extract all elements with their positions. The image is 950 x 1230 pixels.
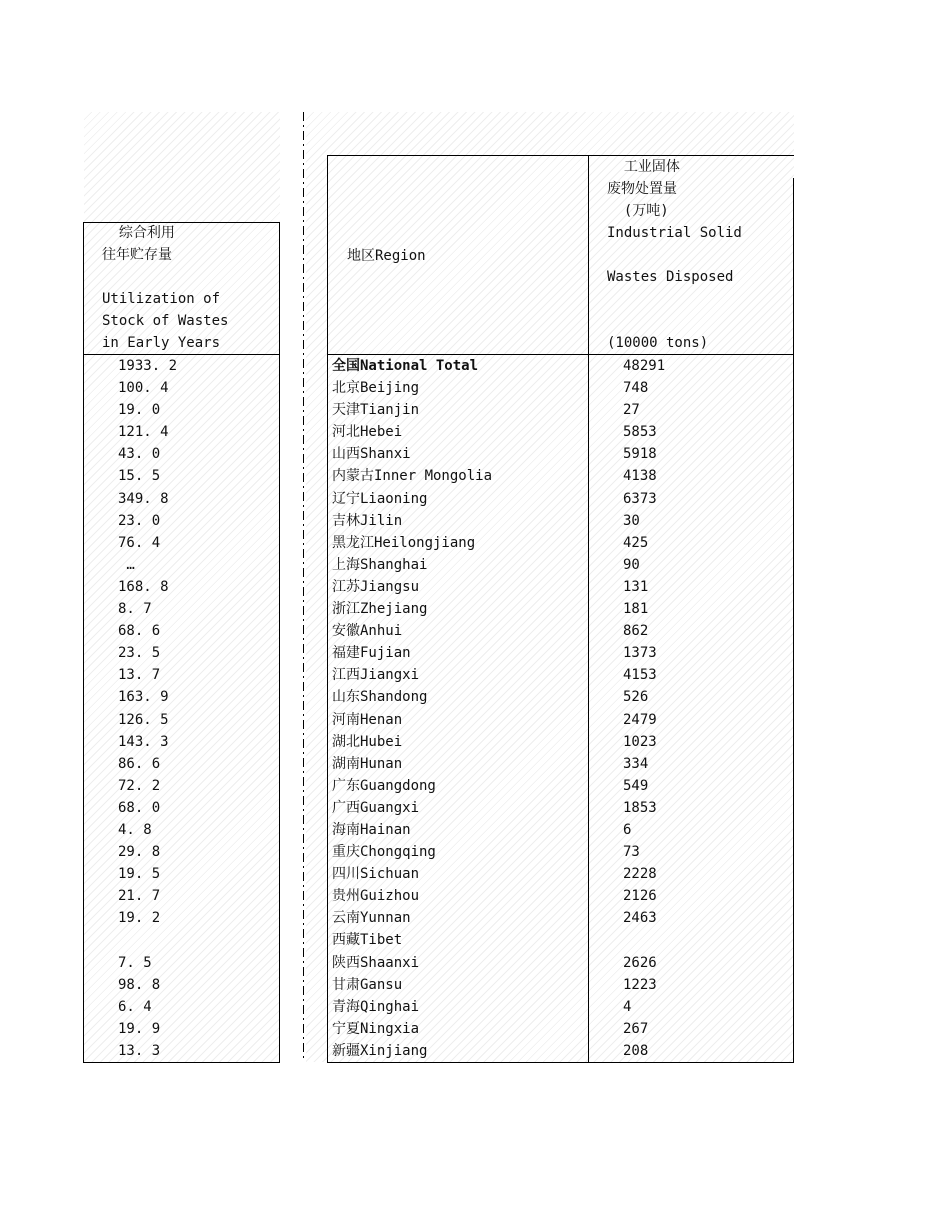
disposed-value-cell: 2228 bbox=[623, 866, 657, 883]
region-name-cell: 陕西Shaanxi bbox=[332, 954, 420, 971]
utilization-values-column bbox=[118, 355, 177, 1062]
disposed-value-cell: 4138 bbox=[623, 468, 657, 485]
disposed-value-cell: 334 bbox=[623, 755, 649, 772]
disposed-value-cell: 4153 bbox=[623, 667, 657, 684]
region-name-cell: 天津Tianjin bbox=[332, 402, 420, 419]
region-name-cell: 安徽Anhui bbox=[332, 623, 403, 640]
region-name-cell: 青海Qinghai bbox=[332, 998, 420, 1015]
utilization-value-cell: 143. 3 bbox=[118, 733, 169, 750]
region-name-cell: 辽宁Liaoning bbox=[332, 490, 428, 507]
region-name-cell: 福建Fujian bbox=[332, 645, 411, 662]
utilization-value-cell: 13. 7 bbox=[118, 667, 161, 684]
disposed-header-line: (万吨) bbox=[607, 203, 669, 219]
region-name-cell: 广西Guangxi bbox=[332, 799, 420, 816]
region-name-cell: 宁夏Ningxia bbox=[332, 1020, 420, 1037]
utilization-value-cell: 19. 5 bbox=[118, 866, 161, 883]
left-header-line: 综合利用 bbox=[102, 225, 175, 241]
utilization-value-cell: 23. 0 bbox=[118, 512, 161, 529]
utilization-value-cell: 76. 4 bbox=[118, 534, 161, 551]
utilization-value-cell: 4. 8 bbox=[118, 821, 152, 838]
disposed-value-cell: 27 bbox=[623, 402, 640, 419]
left-header-divider bbox=[83, 354, 280, 355]
utilization-value-cell: 19. 2 bbox=[118, 910, 161, 927]
disposed-value-cell: 748 bbox=[623, 380, 649, 397]
disposed-value-cell: 208 bbox=[623, 1042, 649, 1059]
disposed-value-cell: 2126 bbox=[623, 888, 657, 905]
utilization-value-cell: 68. 6 bbox=[118, 623, 161, 640]
region-name-cell: 重庆Chongqing bbox=[332, 844, 436, 861]
disposed-value-cell: 131 bbox=[623, 578, 649, 595]
utilization-value-cell: 86. 6 bbox=[118, 755, 161, 772]
disposed-value-cell: 5853 bbox=[623, 424, 657, 441]
disposed-value-cell: 90 bbox=[623, 556, 640, 573]
region-name-cell: 贵州Guizhou bbox=[332, 888, 420, 905]
utilization-value-cell: 23. 5 bbox=[118, 645, 161, 662]
disposed-header-line bbox=[607, 310, 742, 332]
disposed-value-cell: 48291 bbox=[623, 358, 666, 374]
disposed-header-line: 废物处置量 bbox=[607, 181, 677, 197]
utilization-value-cell: 19. 9 bbox=[118, 1020, 161, 1037]
region-name-cell: 浙江Zhejiang bbox=[332, 601, 428, 618]
utilization-value-cell: 168. 8 bbox=[118, 578, 169, 595]
region-name-cell: 广东Guangdong bbox=[332, 777, 436, 794]
disposed-value-cell: 4 bbox=[623, 998, 632, 1015]
disposed-value-cell: 267 bbox=[623, 1020, 649, 1037]
disposed-value-cell: 6373 bbox=[623, 490, 657, 507]
disposed-header-line: 工业固体 bbox=[607, 159, 680, 175]
region-name-cell: 北京Beijing bbox=[332, 380, 420, 397]
disposed-header-line bbox=[607, 244, 742, 266]
disposed-value-cell: 73 bbox=[623, 844, 640, 861]
utilization-value-cell: 121. 4 bbox=[118, 424, 169, 441]
utilization-value-cell: 7. 5 bbox=[118, 954, 152, 971]
region-name-cell: 云南Yunnan bbox=[332, 910, 411, 927]
region-name-cell: 甘肃Gansu bbox=[332, 976, 403, 993]
utilization-value-cell: 19. 0 bbox=[118, 402, 161, 419]
disposed-header-line: Wastes Disposed bbox=[607, 269, 734, 285]
left-header-line: 往年贮存量 bbox=[102, 247, 172, 263]
utilization-value-cell: 72. 2 bbox=[118, 777, 161, 794]
region-name-cell: 内蒙古Inner Mongolia bbox=[332, 468, 493, 485]
utilization-value-cell: … bbox=[118, 556, 135, 573]
utilization-value-cell: 43. 0 bbox=[118, 446, 161, 463]
region-name-cell: 海南Hainan bbox=[332, 821, 411, 838]
region-header: 地区Region bbox=[347, 248, 426, 264]
utilization-value-cell: 6. 4 bbox=[118, 998, 152, 1015]
left-header bbox=[102, 222, 228, 354]
region-name-cell: 山东Shandong bbox=[332, 689, 428, 706]
disposed-value-cell: 1373 bbox=[623, 645, 657, 662]
region-name-cell: 江苏Jiangsu bbox=[332, 578, 420, 595]
page-split-divider bbox=[303, 112, 304, 1062]
left-header-line: Utilization of bbox=[102, 291, 221, 307]
region-col-left-border bbox=[327, 155, 328, 1063]
utilization-value-cell: 29. 8 bbox=[118, 844, 161, 861]
region-name-cell: 新疆Xinjiang bbox=[332, 1042, 428, 1059]
disposed-value-cell bbox=[623, 929, 665, 951]
disposed-values-column bbox=[623, 355, 665, 1062]
disposed-value-cell: 2479 bbox=[623, 711, 657, 728]
region-col-right-border bbox=[588, 155, 589, 1063]
region-name-cell: 吉林Jilin bbox=[332, 512, 403, 529]
region-name-cell: 四川Sichuan bbox=[332, 866, 420, 883]
region-name-cell: 全国National Total bbox=[332, 358, 479, 374]
disposed-value-cell: 1023 bbox=[623, 733, 657, 750]
disposed-value-cell: 549 bbox=[623, 777, 649, 794]
utilization-value-cell: 100. 4 bbox=[118, 380, 169, 397]
left-header-line bbox=[102, 266, 228, 288]
utilization-value-cell bbox=[118, 929, 177, 951]
region-name-cell: 湖北Hubei bbox=[332, 733, 403, 750]
utilization-value-cell: 349. 8 bbox=[118, 490, 169, 507]
disposed-value-cell: 2626 bbox=[623, 954, 657, 971]
disposed-value-cell: 425 bbox=[623, 534, 649, 551]
disposed-value-cell: 30 bbox=[623, 512, 640, 529]
left-header-line: in Early Years bbox=[102, 335, 221, 351]
region-name-cell: 河南Henan bbox=[332, 711, 403, 728]
utilization-value-cell: 68. 0 bbox=[118, 799, 161, 816]
region-name-cell: 上海Shanghai bbox=[332, 556, 428, 573]
disposed-header-line: (10000 tons) bbox=[607, 335, 709, 351]
disposed-value-cell: 1223 bbox=[623, 976, 657, 993]
disposed-header-line: Industrial Solid bbox=[607, 225, 742, 241]
utilization-value-cell: 21. 7 bbox=[118, 888, 161, 905]
region-names-column bbox=[332, 355, 492, 1062]
disposed-value-cell: 1853 bbox=[623, 799, 657, 816]
utilization-value-cell: 8. 7 bbox=[118, 601, 152, 618]
utilization-value-cell: 126. 5 bbox=[118, 711, 169, 728]
region-name-cell: 山西Shanxi bbox=[332, 446, 411, 463]
disposed-col-right-border bbox=[793, 178, 794, 1063]
region-name-cell: 黑龙江Heilongjiang bbox=[332, 534, 476, 551]
disposed-header-line bbox=[607, 288, 742, 310]
region-name-cell: 湖南Hunan bbox=[332, 755, 403, 772]
utilization-value-cell: 13. 3 bbox=[118, 1042, 161, 1059]
disposed-value-cell: 181 bbox=[623, 601, 649, 618]
disposed-header bbox=[607, 156, 742, 354]
disposed-value-cell: 526 bbox=[623, 689, 649, 706]
disposed-value-cell: 862 bbox=[623, 623, 649, 640]
utilization-value-cell: 98. 8 bbox=[118, 976, 161, 993]
utilization-value-cell: 1933. 2 bbox=[118, 358, 178, 374]
utilization-value-cell: 163. 9 bbox=[118, 689, 169, 706]
region-name-cell: 河北Hebei bbox=[332, 424, 403, 441]
right-table-bottom-border bbox=[327, 1062, 794, 1063]
disposed-value-cell: 6 bbox=[623, 821, 632, 838]
region-name-cell: 西藏Tibet bbox=[332, 932, 403, 949]
region-name-cell: 江西Jiangxi bbox=[332, 667, 420, 684]
utilization-value-cell: 15. 5 bbox=[118, 468, 161, 485]
disposed-value-cell: 2463 bbox=[623, 910, 657, 927]
left-header-line: Stock of Wastes bbox=[102, 313, 229, 329]
disposed-value-cell: 5918 bbox=[623, 446, 657, 463]
